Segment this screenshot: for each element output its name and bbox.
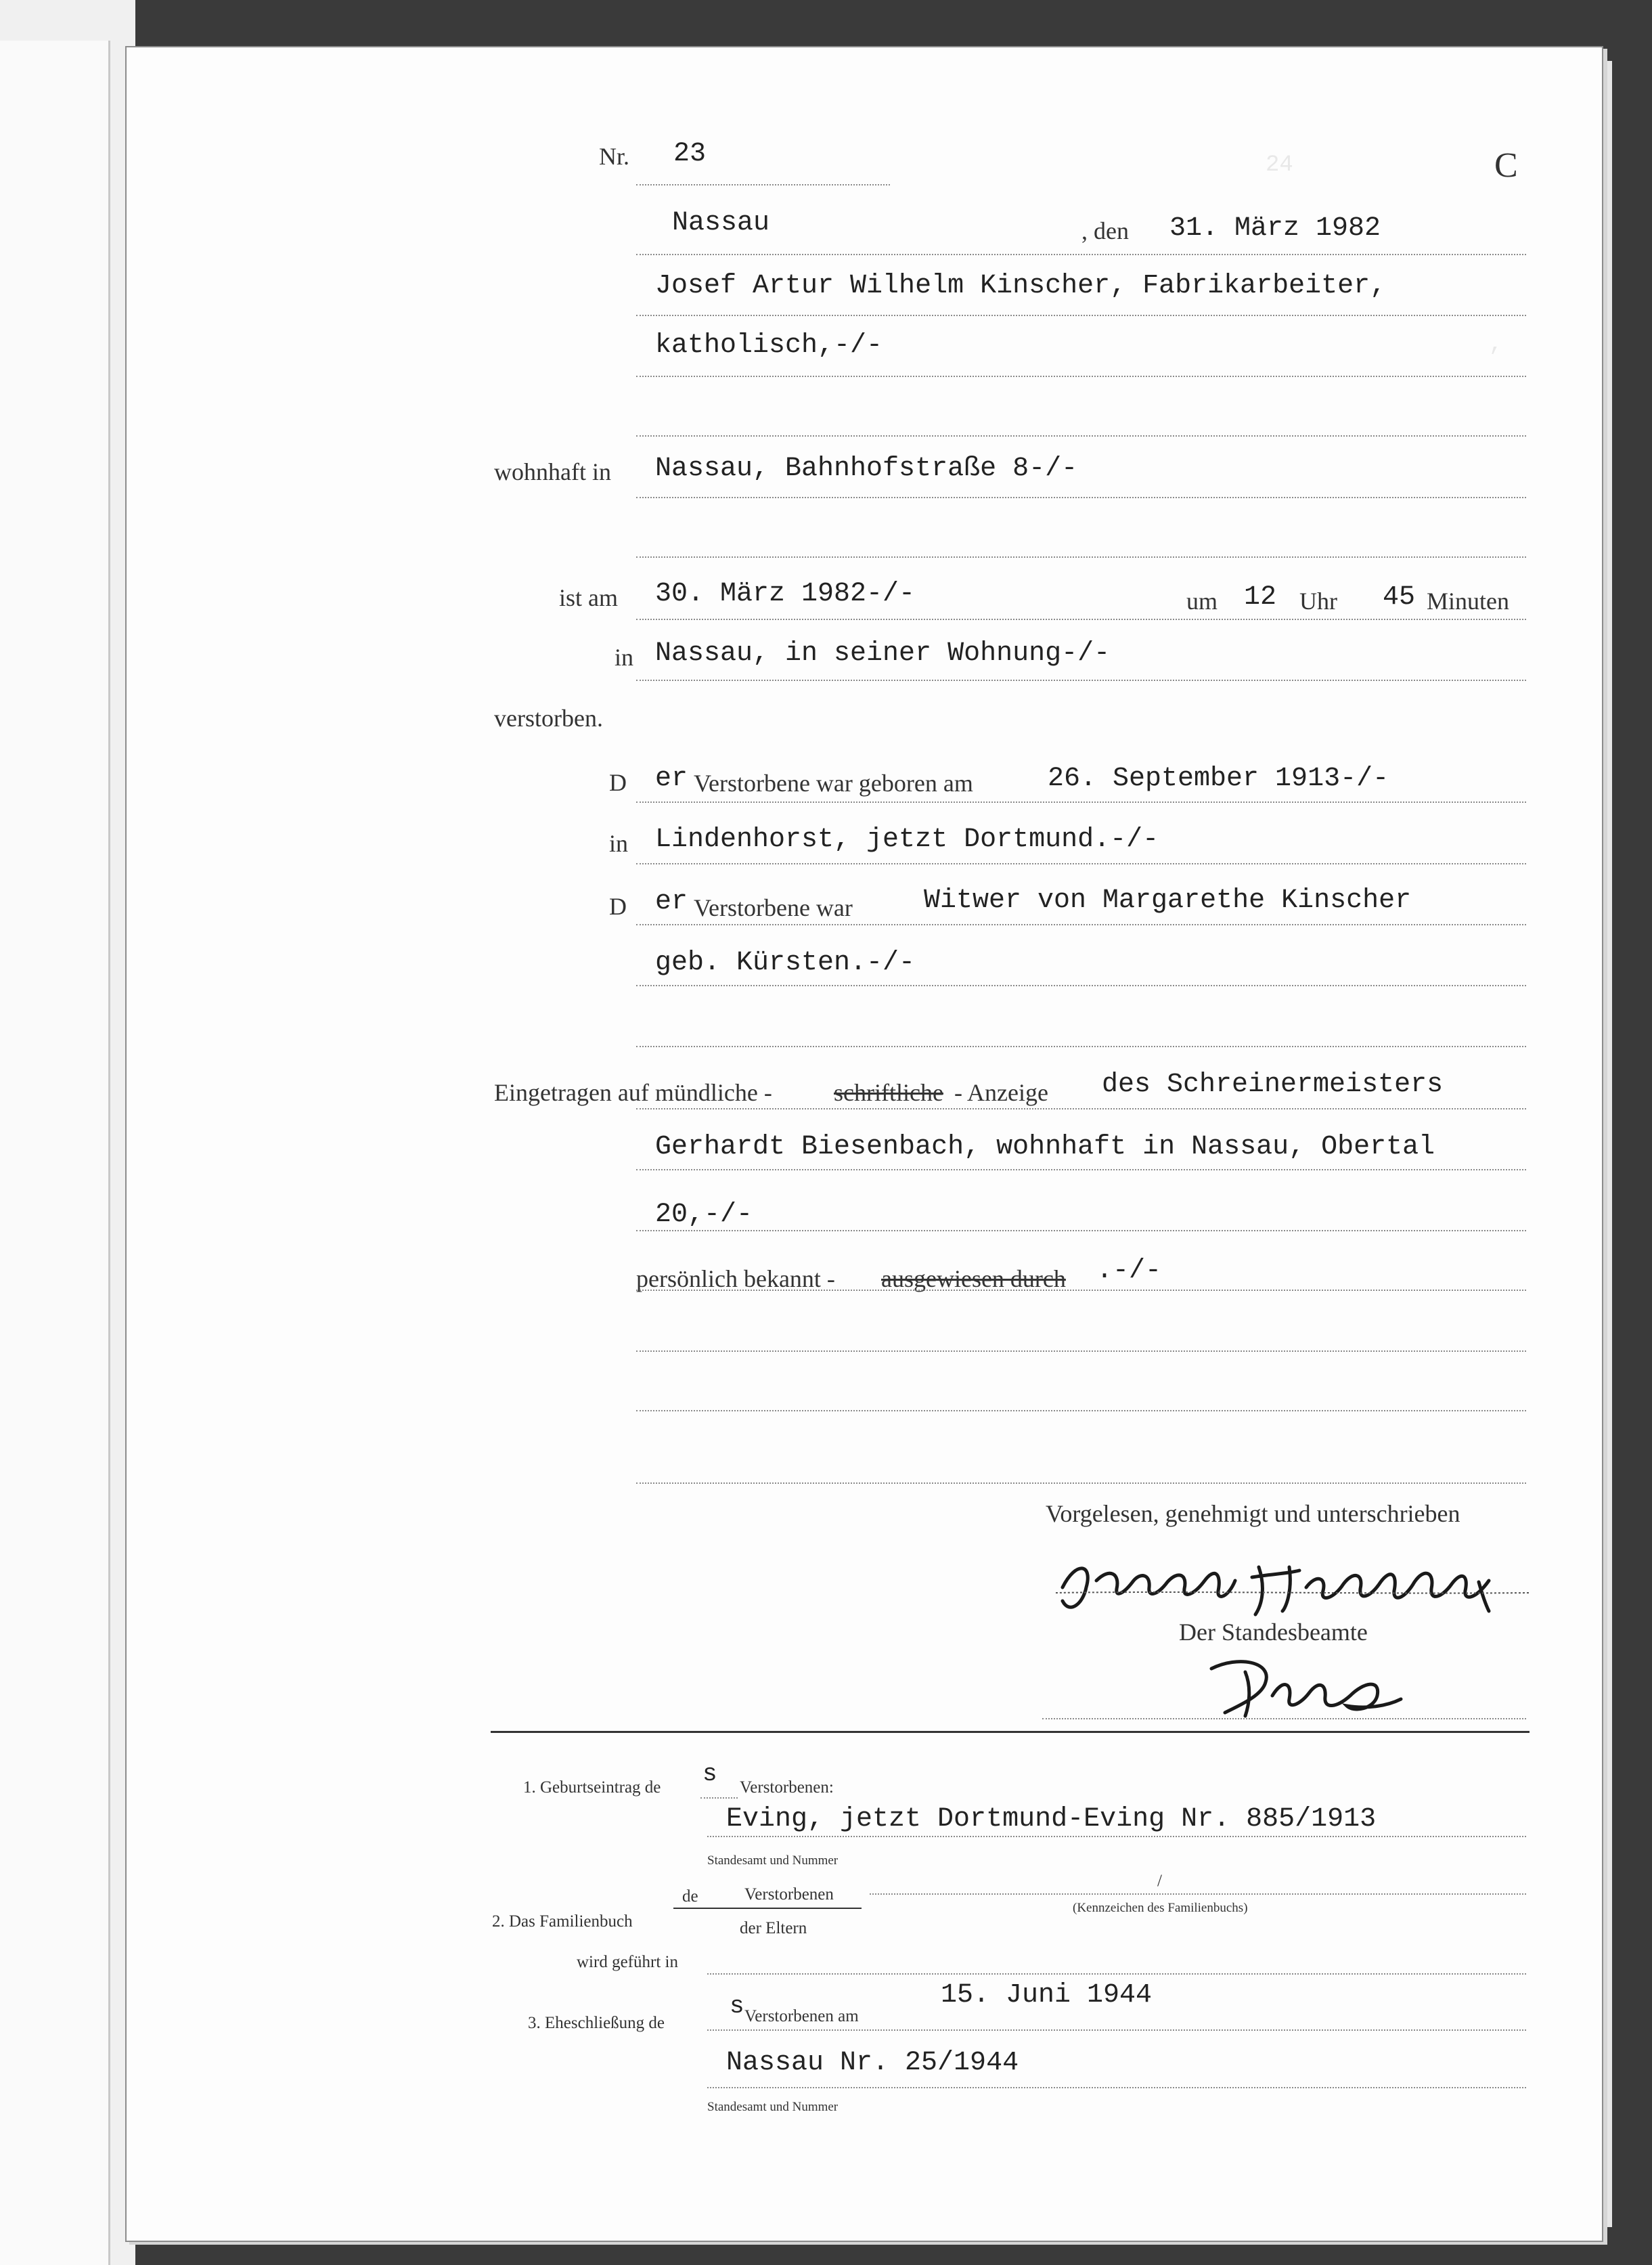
date-prefix: , den xyxy=(1081,217,1129,244)
status-d-prefix: D xyxy=(609,893,627,920)
register-letter: C xyxy=(1494,146,1518,185)
footer-divider xyxy=(491,1731,1530,1733)
uhr-label: Uhr xyxy=(1299,588,1337,615)
rule xyxy=(636,985,1526,986)
page-stack-edge xyxy=(1605,61,1612,2227)
marriage-s: s xyxy=(730,1992,744,2020)
death-date-value: 30. März 1982-/- xyxy=(655,579,916,609)
informant-line1: des Schreinermeisters xyxy=(1102,1070,1444,1100)
rule xyxy=(707,1973,1526,1975)
marriage-label: 3. Eheschließung de xyxy=(528,2014,665,2032)
birth-d-prefix: D xyxy=(609,769,627,796)
birth-label: Verstorbene war geboren am xyxy=(694,770,973,797)
declarant-line2: katholisch,-/- xyxy=(655,330,883,361)
birth-entry-label: 1. Geburtseintrag de xyxy=(523,1778,661,1797)
bleed-through-text: 24 xyxy=(1266,152,1293,178)
rule xyxy=(707,1836,1526,1837)
rule xyxy=(636,680,1526,681)
minutes-label: Minuten xyxy=(1427,588,1509,615)
rule xyxy=(707,2087,1526,2088)
standesamt-nummer-caption: Standesamt und Nummer xyxy=(707,1853,839,1868)
birth-gender-suffix: er xyxy=(655,764,688,794)
family-book-wird-label: wird geführt in xyxy=(577,1953,678,1971)
registration-label-suffix: - Anzeige xyxy=(954,1079,1048,1106)
nr-label: Nr. xyxy=(599,143,629,170)
rule xyxy=(636,315,1526,316)
rule xyxy=(636,1169,1526,1170)
rule xyxy=(636,863,1526,864)
registration-label-prefix: Eingetragen auf mündliche - xyxy=(494,1079,772,1106)
rule xyxy=(636,435,1526,437)
entry-number: 23 xyxy=(673,139,707,169)
previous-page xyxy=(0,41,110,2265)
marriage-register-value: Nassau Nr. 25/1944 xyxy=(726,2048,1019,2078)
rule xyxy=(636,497,1526,498)
known-label: persönlich bekannt - xyxy=(636,1265,835,1292)
informant-line2: Gerhardt Biesenbach, wohnhaft in Nassau, Obertal xyxy=(655,1132,1435,1162)
nr-rule xyxy=(636,184,890,185)
registrar-signature-rule xyxy=(1042,1718,1526,1719)
rule xyxy=(636,1046,1526,1047)
rule xyxy=(870,1893,1526,1895)
declarant-line1: Josef Artur Wilhelm Kinscher, Fabrikarbeiter, xyxy=(655,271,1387,301)
rule xyxy=(636,1230,1526,1231)
status-line1: Witwer von Margarethe Kinscher xyxy=(924,885,1412,916)
rule xyxy=(636,801,1526,803)
family-book-de: de xyxy=(682,1887,698,1906)
rule xyxy=(636,1410,1526,1411)
birth-entry-suffix: Verstorbenen: xyxy=(740,1778,834,1797)
birth-entry-value: Eving, jetzt Dortmund-Eving Nr. 885/1913 xyxy=(726,1804,1377,1834)
death-minutes: 45 xyxy=(1383,582,1416,613)
residence-label: wohnhaft in xyxy=(494,458,611,485)
birth-place-value: Lindenhorst, jetzt Dortmund.-/- xyxy=(655,824,1159,855)
birth-date-value: 26. September 1913-/- xyxy=(1048,764,1389,794)
rule xyxy=(636,924,1526,925)
family-book-verstorbenen: Verstorbenen xyxy=(744,1885,834,1904)
status-label: Verstorbene war xyxy=(694,894,853,921)
status-line2: geb. Kürsten.-/- xyxy=(655,948,916,978)
family-book-fraction-rule xyxy=(673,1908,862,1909)
bleed-through-text: , xyxy=(1489,332,1503,357)
registration-struck-option: schriftliche xyxy=(834,1079,943,1106)
rule xyxy=(700,1797,738,1799)
rule xyxy=(707,2029,1526,2031)
marriage-suffix: Verstorbenen am xyxy=(744,2007,859,2025)
rule xyxy=(636,1350,1526,1352)
death-date-label: ist am xyxy=(559,584,618,611)
informant-signature xyxy=(1056,1540,1530,1628)
place-value: Nassau xyxy=(672,208,770,238)
registrar-label: Der Standesbeamte xyxy=(1179,1619,1368,1646)
rule xyxy=(636,1482,1526,1484)
rule xyxy=(636,1290,1526,1291)
rule xyxy=(636,254,1526,255)
status-gender-suffix: er xyxy=(655,887,688,917)
birth-entry-s: s xyxy=(702,1760,717,1788)
marriage-date: 15. Juni 1944 xyxy=(941,1980,1153,2010)
rule xyxy=(636,1108,1526,1109)
family-book-caption: (Kennzeichen des Familienbuchs) xyxy=(1073,1901,1248,1915)
informant-line3: 20,-/- xyxy=(655,1200,753,1230)
family-book-slash: / xyxy=(1157,1872,1162,1890)
known-value: .-/- xyxy=(1096,1256,1162,1286)
death-hour: 12 xyxy=(1244,582,1277,613)
birth-place-label: in xyxy=(609,830,629,857)
rule xyxy=(636,556,1526,558)
known-struck-option: ausgewiesen durch xyxy=(881,1265,1066,1292)
death-place-value: Nassau, in seiner Wohnung-/- xyxy=(655,638,1111,669)
read-approved-signed-label: Vorgelesen, genehmigt und unterschrieben xyxy=(1046,1500,1460,1527)
rule xyxy=(636,376,1526,377)
family-book-eltern: der Eltern xyxy=(740,1919,807,1937)
rule xyxy=(636,619,1526,620)
time-um-label: um xyxy=(1186,588,1218,615)
death-place-label: in xyxy=(615,644,634,671)
verstorben-label: verstorben. xyxy=(494,705,603,732)
date-value: 31. März 1982 xyxy=(1169,213,1381,244)
registrar-signature xyxy=(1198,1642,1414,1723)
residence-value: Nassau, Bahnhofstraße 8-/- xyxy=(655,454,1078,484)
standesamt-nummer-caption-2: Standesamt und Nummer xyxy=(707,2100,839,2114)
family-book-label: 2. Das Familienbuch xyxy=(492,1912,633,1931)
